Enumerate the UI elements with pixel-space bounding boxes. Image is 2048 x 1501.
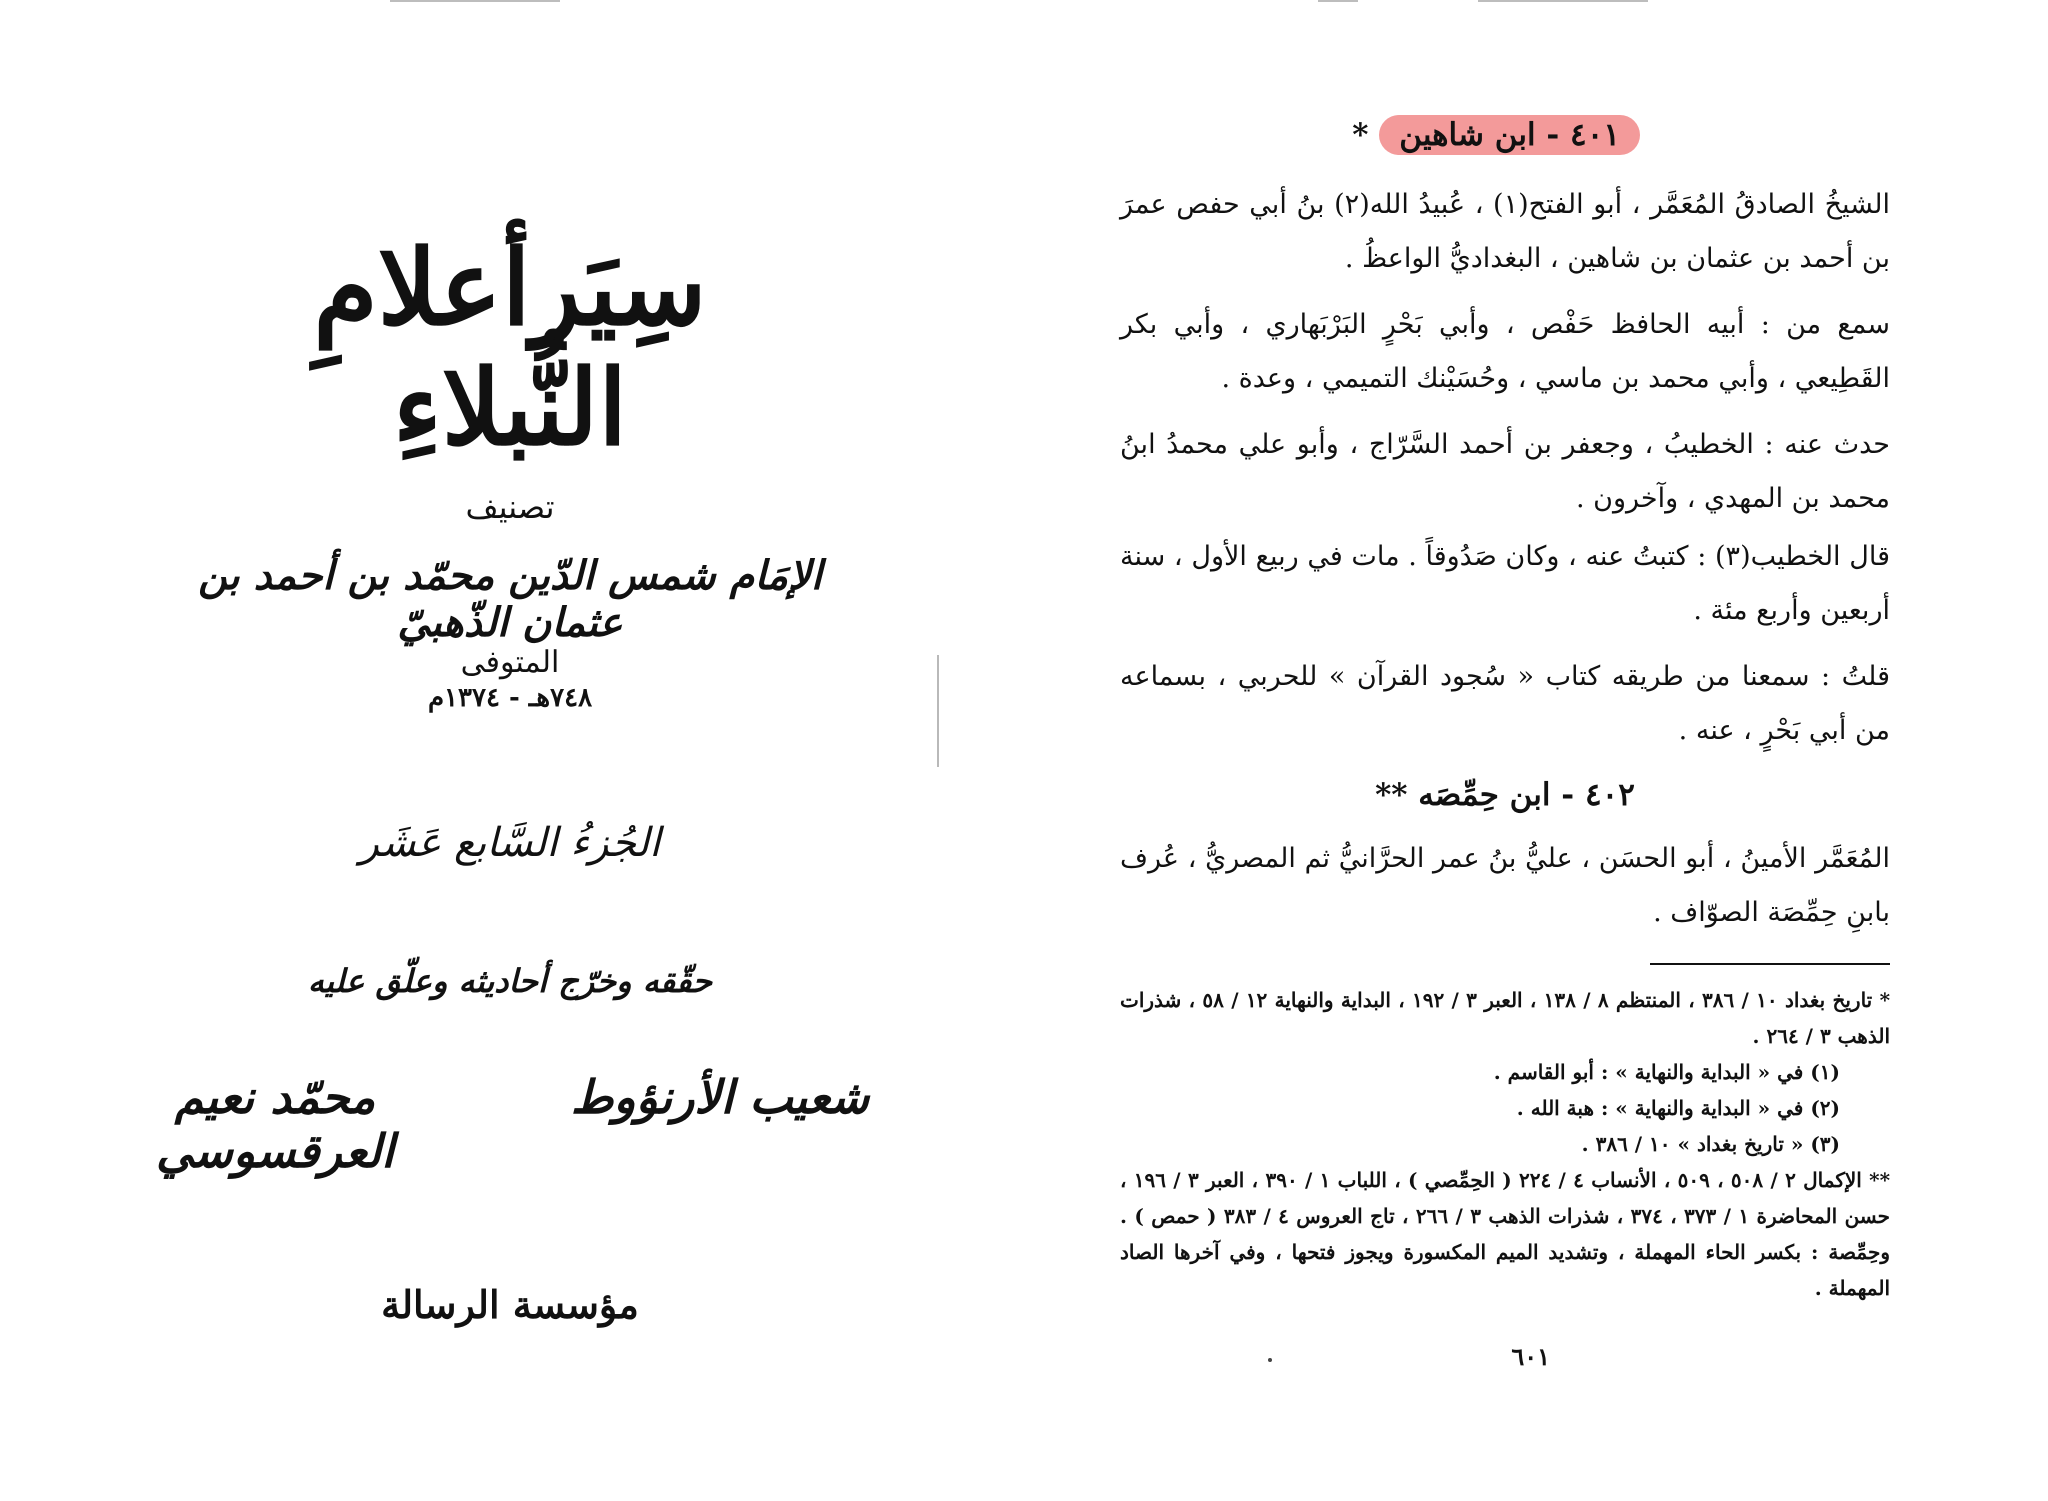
entry-heading: ٤٠٢ - ابن حِمِّصَه ** — [1375, 777, 1635, 813]
author-name: الإمَام شمس الدّين محمّد بن أحمد بن عثمان الذّهبيّ — [198, 552, 822, 646]
editor-name: محمّد نعيم العرقسوسي — [155, 1070, 395, 1178]
died-dates: ٧٤٨هـ - ١٣٧٤م — [427, 683, 593, 713]
biography-paragraph: قلتُ : سمعنا من طريقه كتاب « سُجود القرآن » للحربي ، بسماعه من أبي بَحْرٍ ، عنه . — [1120, 661, 1890, 746]
footnote: * تاريخ بغداد ١٠ / ٣٨٦ ، المنتظم ٨ / ١٣٨ ، العبر ٣ / ١٩٢ ، البداية والنهاية ١٢ / ٥٨ ، شذرات الذهب ٣ / ٢٦٤ . — [1120, 988, 1891, 1048]
page-gutter — [937, 655, 939, 767]
footnote: (٢) في « البداية والنهاية » : هبة الله . — [1516, 1096, 1840, 1120]
footnote: (٣) « تاريخ بغداد » ١٠ / ٣٨٦ . — [1581, 1132, 1840, 1156]
book-title: سِيَرأعلامِ النُّبلاءِ — [313, 226, 707, 469]
classify-label: تصنيف — [465, 488, 555, 526]
page-number: ٦٠١ — [1511, 1342, 1550, 1371]
footnote: ** الإكمال ٢ / ٥٠٨ ، ٥٠٩ ، الأنساب ٤ / ٢٢٤ ( الحِمِّصي ) ، اللباب ١ / ٣٩٠ ، العبر ٣ / ١٩٦ ، حسن المحاضرة ١ / ٣٧٣ ، ٣٧٤ ، شذرات الذهب ٣ / ٢٦٦ ، تاج العروس ٤ / ٣٨٣ ( حمص ) . وحِمِّصة : بكسر الحاء المهملة ، وتشديد الميم المكسورة ويجوز فتحها ، وفي آخرها الصاد المهملة . — [1120, 1168, 1891, 1300]
died-label: المتوفى — [460, 645, 560, 680]
biography-paragraph: حدث عنه : الخطيبُ ، وجعفر بن أحمد السَّرّاج ، وأبو علي محمدُ ابنُ محمد بن المهدي ، وآخرون . — [1120, 429, 1890, 514]
title-page — [130, 0, 890, 1501]
editor-name: شعيب الأرنؤوط — [570, 1070, 870, 1124]
text-page — [1120, 0, 1890, 1501]
entry-heading — [1120, 117, 1640, 153]
biography-paragraph: المُعَمَّر الأمينُ ، أبو الحسَن ، عليُّ بنُ عمر الحرَّانيُّ ثم المصريُّ ، عُرف بابنِ حِمِّصَة الصوّاف . — [1120, 843, 1890, 928]
editing-credit: حقّقه وخرّج أحاديثه وعلّق عليه — [307, 962, 713, 1000]
entry-heading-marker: * — [1352, 117, 1369, 153]
volume-label: الجُزءُ السَّابع عَشَر — [359, 820, 661, 866]
biography-paragraph: سمع من : أبيه الحافظ حَفْص ، وأبي بَحْرٍ البَرْبَهاري ، وأبي بكر القَطِيعي ، وأبي محمد بن ماسي ، وحُسَيْنك التميمي ، وعدة . — [1120, 309, 1890, 394]
footnote-rule — [1650, 963, 1890, 965]
entry-heading-highlight: ٤٠١ - ابن شاهين — [1379, 115, 1640, 155]
biography-paragraph: قال الخطيب(٣) : كتبتُ عنه ، وكان صَدُوقاً . مات في ربيع الأول ، سنة أربعين وأربع مئة . — [1120, 541, 1890, 626]
publisher-name: مؤسسة الرسالة — [381, 1282, 639, 1327]
biography-paragraph: الشيخُ الصادقُ المُعَمَّر ، أبو الفتح(١) ، عُبيدُ الله(٢) بنُ أبي حفص عمرَ بن أحمد بن عثمان بن شاهين ، البغداديُّ الواعظُ . — [1120, 189, 1890, 274]
footnotes — [1120, 982, 1890, 1306]
footnote: (١) في « البداية والنهاية » : أبو القاسم . — [1493, 1060, 1840, 1084]
speck-mark — [1268, 1358, 1272, 1362]
